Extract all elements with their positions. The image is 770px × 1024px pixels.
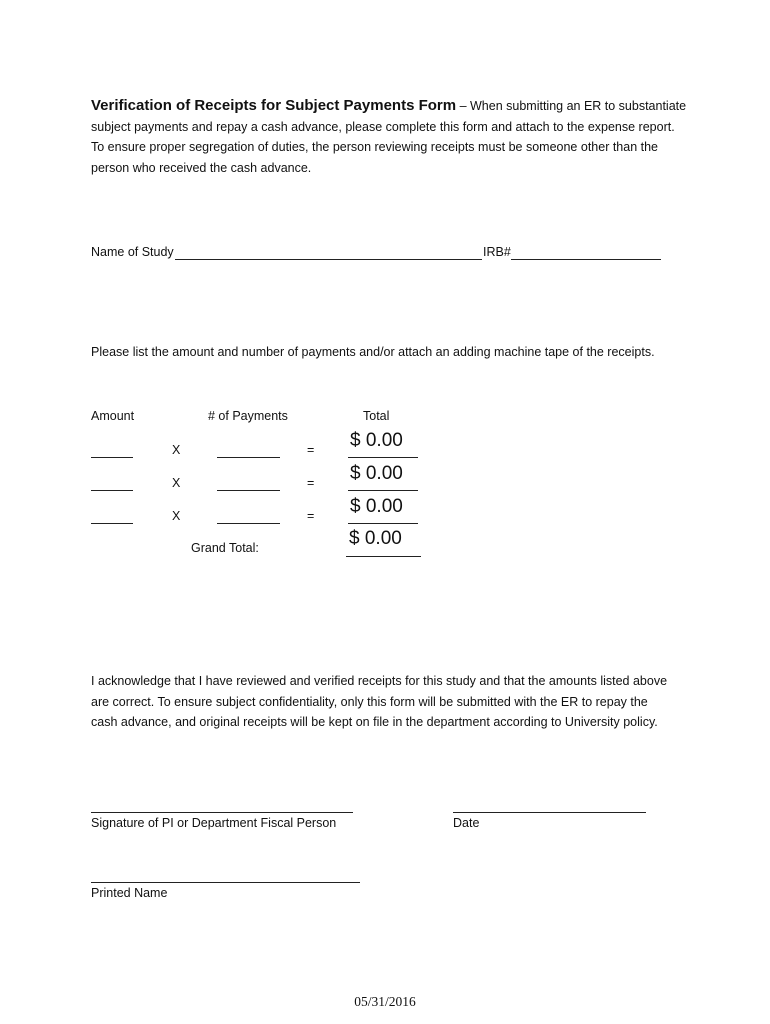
amount-field-2[interactable]	[91, 476, 133, 491]
times-sign-1: X	[172, 443, 181, 457]
times-sign-3: X	[172, 509, 181, 523]
date-label: Date	[453, 816, 480, 830]
total-header: Total	[363, 409, 390, 423]
payments-field-3[interactable]	[217, 509, 280, 524]
acknowledgement-text: I acknowledge that I have reviewed and verified receipts for this study and that the amounts listed above are correct. To ensure subject confidentiality, only this form will be submitted with the ER to repay the cash advance, and original receipts will be kept on file in the department according to University policy.	[91, 674, 668, 729]
row-total-line-2	[348, 476, 418, 491]
study-name-field[interactable]	[175, 245, 482, 260]
amount-field-1[interactable]	[91, 443, 133, 458]
row-total-line-3	[348, 509, 418, 524]
row-total-3: $ 0.00	[350, 496, 403, 517]
grand-total-label: Grand Total:	[191, 541, 259, 555]
printed-name-label: Printed Name	[91, 886, 168, 900]
payments-field-2[interactable]	[217, 476, 280, 491]
printed-name-field[interactable]	[91, 868, 360, 883]
row-total-line-1	[348, 443, 418, 458]
equals-sign-2: =	[307, 476, 315, 490]
payments-header: # of Payments	[208, 409, 288, 423]
amount-header: Amount	[91, 409, 135, 423]
date-field[interactable]	[453, 798, 646, 813]
equals-sign-3: =	[307, 509, 315, 523]
row-total-2: $ 0.00	[350, 463, 403, 484]
grand-total-line	[346, 542, 421, 557]
signature-field[interactable]	[91, 798, 353, 813]
times-sign-2: X	[172, 476, 181, 490]
form-header	[91, 96, 691, 178]
row-total-1: $ 0.00	[350, 430, 403, 451]
signature-label: Signature of PI or Department Fiscal Person	[91, 816, 337, 830]
grand-total-value: $ 0.00	[349, 528, 402, 549]
title-dash: –	[456, 99, 470, 113]
form-title: Verification of Receipts for Subject Payments Form	[91, 97, 457, 114]
irb-label: IRB#	[483, 245, 511, 259]
payments-field-1[interactable]	[217, 443, 280, 458]
amount-field-3[interactable]	[91, 509, 133, 524]
irb-number-field[interactable]	[511, 245, 661, 260]
study-name-label: Name of Study	[91, 245, 174, 259]
form-intro: When submitting an ER to substantiate subject payments and repay a cash advance, please complete this form and attach to the expense report. To ensure proper segregation of duties, the person reviewing receipts must be someone other than the person who received the cash advance.	[91, 99, 687, 175]
instructions-text: Please list the amount and number of payments and/or attach an adding machine tape of the receipts.	[91, 345, 655, 359]
footer-date: 05/31/2016	[354, 994, 416, 1009]
equals-sign-1: =	[307, 443, 315, 457]
